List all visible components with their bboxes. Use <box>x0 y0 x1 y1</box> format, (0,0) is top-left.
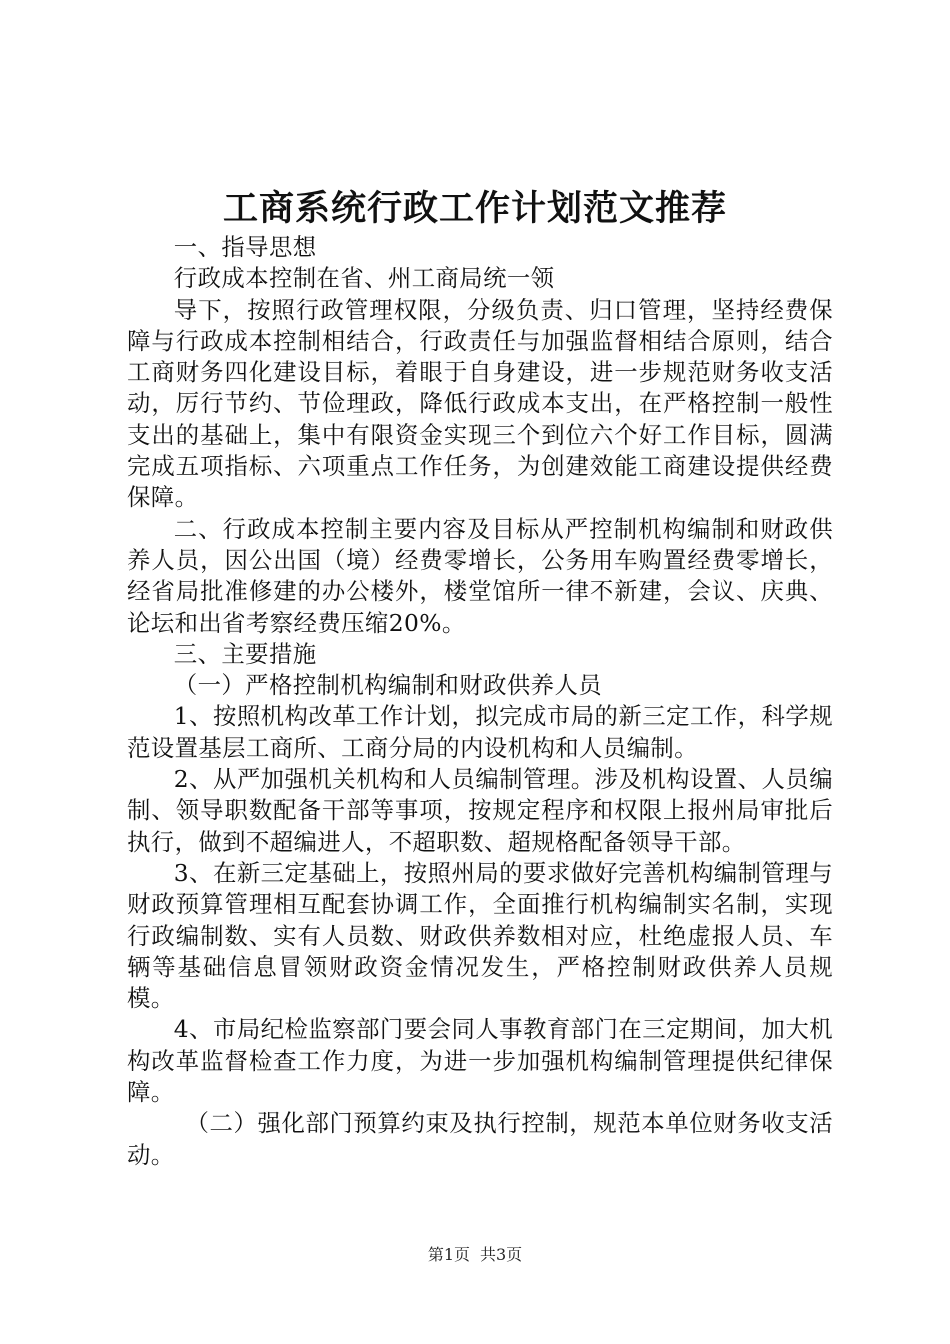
page-total: 共3页 <box>480 1245 523 1264</box>
paragraph-guiding-ideology-body: 导下，按照行政管理权限，分级负责、归口管理，坚持经费保障与行政成本控制相结合，行政责任与加强监督相结合原则，结合工商财务四化建设目标，着眼于自身建设，进一步规范财务收支活动，厉行节约、节俭理政，降低行政成本支出，在严格控制一般性支出的基础上，集中有限资金实现三个到位六个好工作目标，圆满完成五项指标、六项重点工作任务，为创建效能工商建设提供经费保障。 <box>127 295 833 512</box>
list-item-3: 3、在新三定基础上，按照州局的要求做好完善机构编制管理与财政预算管理相互配套协调工作，全面推行机构编制实名制，实现行政编制数、实有人员数、财政供养数相对应，杜绝虚报人员、车辆等基础信息冒领财政资金情况发生，严格控制财政供养人员规模。 <box>127 858 833 1013</box>
document-title: 工商系统行政工作计划范文推荐 <box>222 188 727 229</box>
list-item-1: 1、按照机构改革工作计划，拟完成市局的新三定工作，科学规范设置基层工商所、工商分局的内设机构和人员编制。 <box>127 702 833 762</box>
subsection-heading-1: （一）严格控制机构编制和财政供养人员 <box>173 671 603 700</box>
list-item-2: 2、从严加强机关机构和人员编制管理。涉及机构设置、人员编制、领导职数配备干部等事项，按规定程序和权限上报州局审批后执行，做到不超编进人，不超职数、超规格配备领导干部。 <box>127 765 833 856</box>
paragraph-main-content-targets: 二、行政成本控制主要内容及目标从严控制机构编制和财政供养人员，因公出国（境）经费零增长，公务用车购置经费零增长，经省局批准修建的办公楼外，楼堂馆所一律不新建，会议、庆典、论坛和出省考察经费压缩20%。 <box>127 514 833 637</box>
section-heading-main-measures: 三、主要措施 <box>173 639 317 668</box>
document-body <box>127 232 833 1171</box>
page-footer <box>0 1244 950 1266</box>
paragraph-line: 行政成本控制在省、州工商局统一领 <box>173 264 555 293</box>
page-number: 第1页 <box>427 1245 470 1264</box>
section-heading-guiding-ideology: 一、指导思想 <box>173 233 317 261</box>
subsection-heading-2: （二）强化部门预算约束及执行控制，规范本单位财务收支活动。 <box>127 1109 833 1169</box>
list-item-4: 4、市局纪检监察部门要会同人事教育部门在三定期间，加大机构改革监督检查工作力度，为进一步加强机构编制管理提供纪律保障。 <box>127 1015 833 1107</box>
